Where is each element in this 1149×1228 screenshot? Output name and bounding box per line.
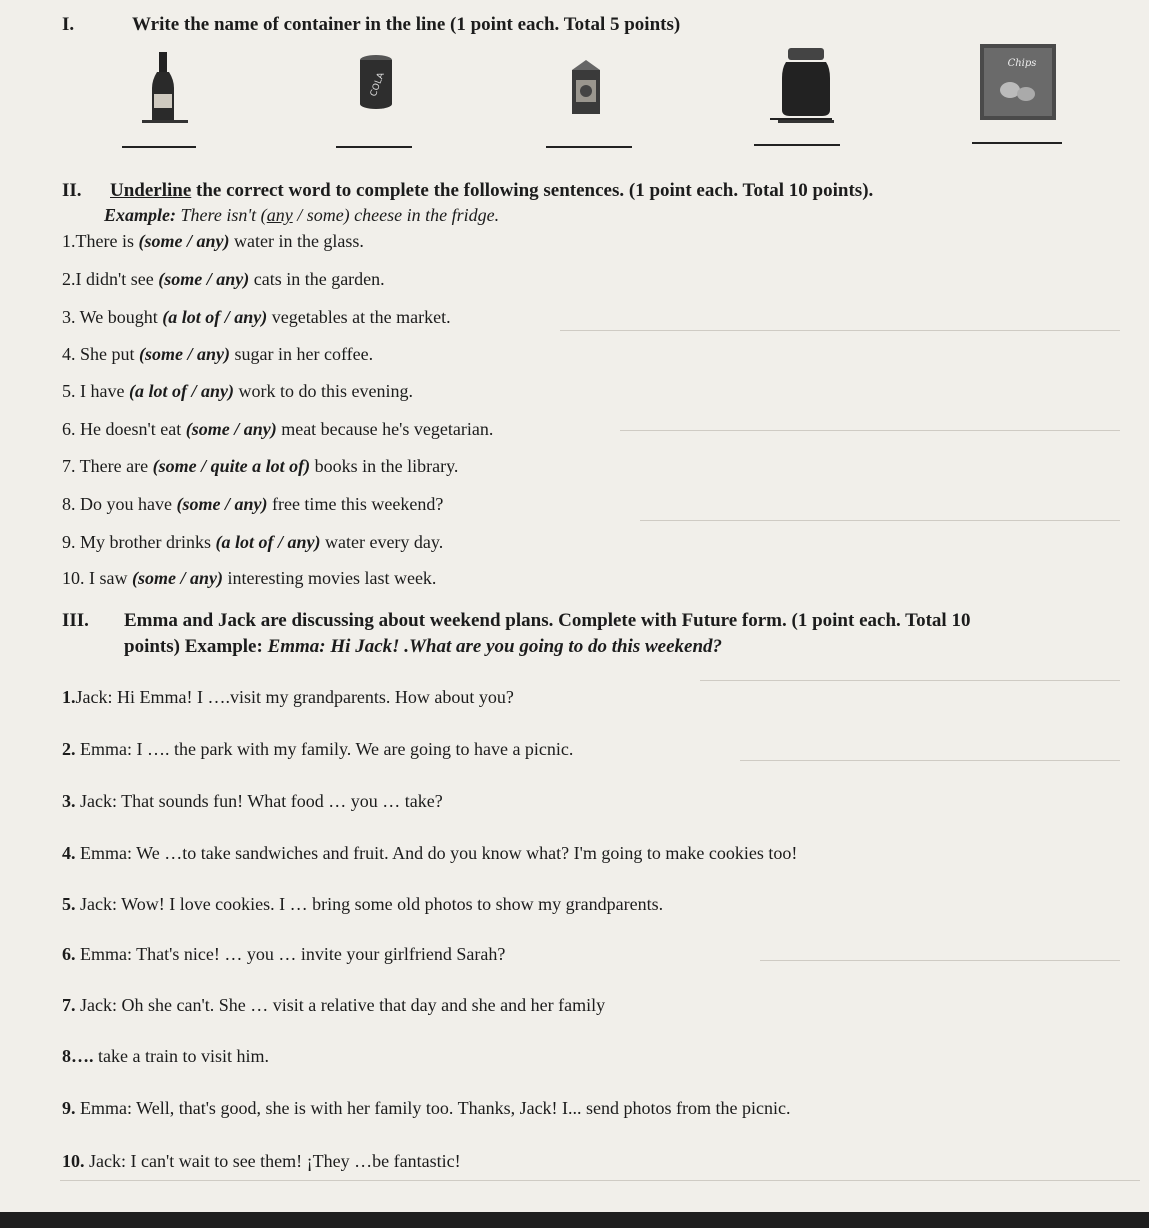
word-options[interactable]: (a lot of / any) — [215, 532, 321, 552]
line-text: Emma: We …to take sandwiches and fruit. And do you know what? I'm going to make cookies too! — [75, 843, 798, 863]
word-options[interactable]: (some / quite a lot of) — [152, 456, 311, 476]
example-text-after: / some) cheese in the fridge. — [292, 205, 500, 225]
dialogue-line-10 — [62, 1150, 461, 1172]
bleed-line — [560, 330, 1120, 331]
sentence-text: vegetables at the market. — [267, 307, 451, 327]
section1-title: Write the name of container in the line (1 point each. Total 5 points) — [132, 14, 681, 35]
line-number: 3. — [62, 791, 76, 811]
line-text: take a train to visit him. — [93, 1046, 269, 1066]
line-number: 5. — [62, 894, 76, 914]
sentence-text: 4. She put — [62, 344, 140, 364]
dialogue-line-2 — [62, 738, 573, 760]
sentence-text: free time this weekend? — [267, 494, 444, 514]
line-number: 10. — [62, 1151, 85, 1171]
section3-heading-cont — [124, 636, 722, 658]
section2-title-underlined: Underline — [110, 180, 192, 201]
sentence-7 — [62, 455, 458, 477]
line-text: Jack: That sounds fun! What food … you … take? — [75, 791, 443, 811]
answer-blank-2[interactable] — [336, 146, 412, 148]
word-options[interactable]: (some / any) — [132, 568, 223, 588]
bleed-line — [760, 960, 1120, 961]
scan-edge — [0, 1212, 1149, 1228]
section1-heading — [62, 14, 680, 36]
answer-blank-3[interactable] — [546, 146, 632, 148]
section1-number: I. — [62, 14, 75, 35]
answer-blank-1[interactable] — [122, 146, 196, 148]
answer-blank-5[interactable] — [972, 142, 1062, 144]
section2-number: II. — [62, 180, 82, 201]
word-options[interactable]: (some / any) — [139, 344, 230, 364]
line-number: 9. — [62, 1098, 76, 1118]
bleed-line — [620, 430, 1120, 431]
sentence-text: 9. My brother drinks — [62, 532, 216, 552]
dialogue-line-1 — [62, 686, 514, 708]
line-number: 1. — [62, 687, 76, 707]
word-options[interactable]: (a lot of / any) — [128, 381, 234, 401]
line-number: 7. — [62, 995, 76, 1015]
jar-icon — [778, 44, 834, 124]
dialogue-line-6 — [62, 943, 505, 965]
dialogue-line-7 — [62, 994, 605, 1016]
word-options[interactable]: (some / any) — [158, 269, 250, 289]
section3-title-cont: points) Example: — [124, 636, 263, 657]
answer-blank-4-top — [770, 118, 832, 120]
sentence-text: 7. There are — [62, 456, 153, 476]
sentence-4 — [62, 343, 373, 365]
example-text-before: There isn't ( — [176, 205, 267, 225]
sentence-6 — [62, 418, 493, 440]
sentence-text: cats in the garden. — [249, 269, 385, 289]
line-text: Jack: Wow! I love cookies. I … bring some old photos to show my grandparents. — [75, 894, 664, 914]
sentence-text: water in the glass. — [229, 231, 364, 251]
sentence-text: 1.There is — [62, 231, 139, 251]
line-number: 8…. — [62, 1046, 94, 1066]
dialogue-line-5 — [62, 893, 663, 915]
line-text: Emma: Well, that's good, she is with her family too. Thanks, Jack! I... send photos from the picnic. — [75, 1098, 791, 1118]
sentence-2 — [62, 268, 385, 290]
chips-bag-icon — [978, 44, 1058, 124]
bottle-icon — [140, 50, 190, 126]
sentence-text: 5. I have — [62, 381, 129, 401]
sentence-text: books in the library. — [310, 456, 459, 476]
bleed-line — [640, 520, 1120, 521]
can-icon — [358, 54, 394, 110]
sentence-8 — [62, 493, 443, 515]
sentence-text: water every day. — [320, 532, 444, 552]
sentence-text: 6. He doesn't eat — [62, 419, 186, 439]
sentence-10 — [62, 567, 436, 589]
word-options[interactable]: (some / any) — [176, 494, 268, 514]
line-text: Jack: Hi Emma! I ….visit my grandparents. How about you? — [75, 687, 514, 707]
word-options[interactable]: (a lot of / any) — [162, 307, 268, 327]
dialogue-line-9 — [62, 1097, 791, 1119]
sentence-9 — [62, 531, 443, 553]
line-number: 4. — [62, 843, 76, 863]
section3-example: Emma: Hi Jack! .What are you going to do this weekend? — [262, 636, 723, 657]
line-number: 2. — [62, 739, 76, 759]
sentence-text: 3. We bought — [62, 307, 163, 327]
carton-icon — [566, 56, 606, 116]
line-number: 6. — [62, 944, 76, 964]
section2-example — [104, 205, 499, 226]
dialogue-line-3 — [62, 790, 443, 812]
line-text: Jack: Oh she can't. She … visit a relative that day and she and her family — [75, 995, 606, 1015]
example-underlined-answer: any — [266, 205, 293, 225]
word-options[interactable]: (some / any) — [185, 419, 277, 439]
sentence-text: sugar in her coffee. — [230, 344, 374, 364]
sentence-text: interesting movies last week. — [222, 568, 437, 588]
svg-text:COLA: COLA — [368, 71, 387, 99]
sentence-3 — [62, 306, 451, 328]
example-label: Example: — [104, 205, 176, 225]
sentence-5 — [62, 380, 413, 402]
line-text: Emma: I …. the park with my family. We are going to have a picnic. — [75, 739, 574, 759]
section3-title: Emma and Jack are discussing about weekend plans. Complete with Future form. (1 point each. Total 10 — [124, 610, 971, 631]
section3-number: III. — [62, 610, 89, 631]
sentence-text: 8. Do you have — [62, 494, 177, 514]
dialogue-line-4 — [62, 842, 797, 864]
answer-blank-4[interactable] — [754, 144, 840, 146]
sentence-text: 2.I didn't see — [62, 269, 159, 289]
word-options[interactable]: (some / any) — [138, 231, 230, 251]
line-text: Jack: I can't wait to see them! ¡They …be fantastic! — [84, 1151, 461, 1171]
section3-heading — [62, 610, 970, 632]
section2-heading — [62, 180, 873, 202]
sentence-text: work to do this evening. — [233, 381, 413, 401]
sentence-1 — [62, 230, 364, 252]
line-text: Emma: That's nice! … you … invite your girlfriend Sarah? — [75, 944, 506, 964]
sentence-text: meat because he's vegetarian. — [276, 419, 494, 439]
sentence-text: 10. I saw — [62, 568, 132, 588]
bleed-line — [740, 760, 1120, 761]
chips-label: Chips — [1007, 58, 1037, 69]
dialogue-line-8 — [62, 1045, 269, 1067]
section2-title: the correct word to complete the following sentences. (1 point each. Total 10 points). — [191, 180, 874, 201]
bleed-line — [60, 1180, 1140, 1181]
bleed-line — [700, 680, 1120, 681]
